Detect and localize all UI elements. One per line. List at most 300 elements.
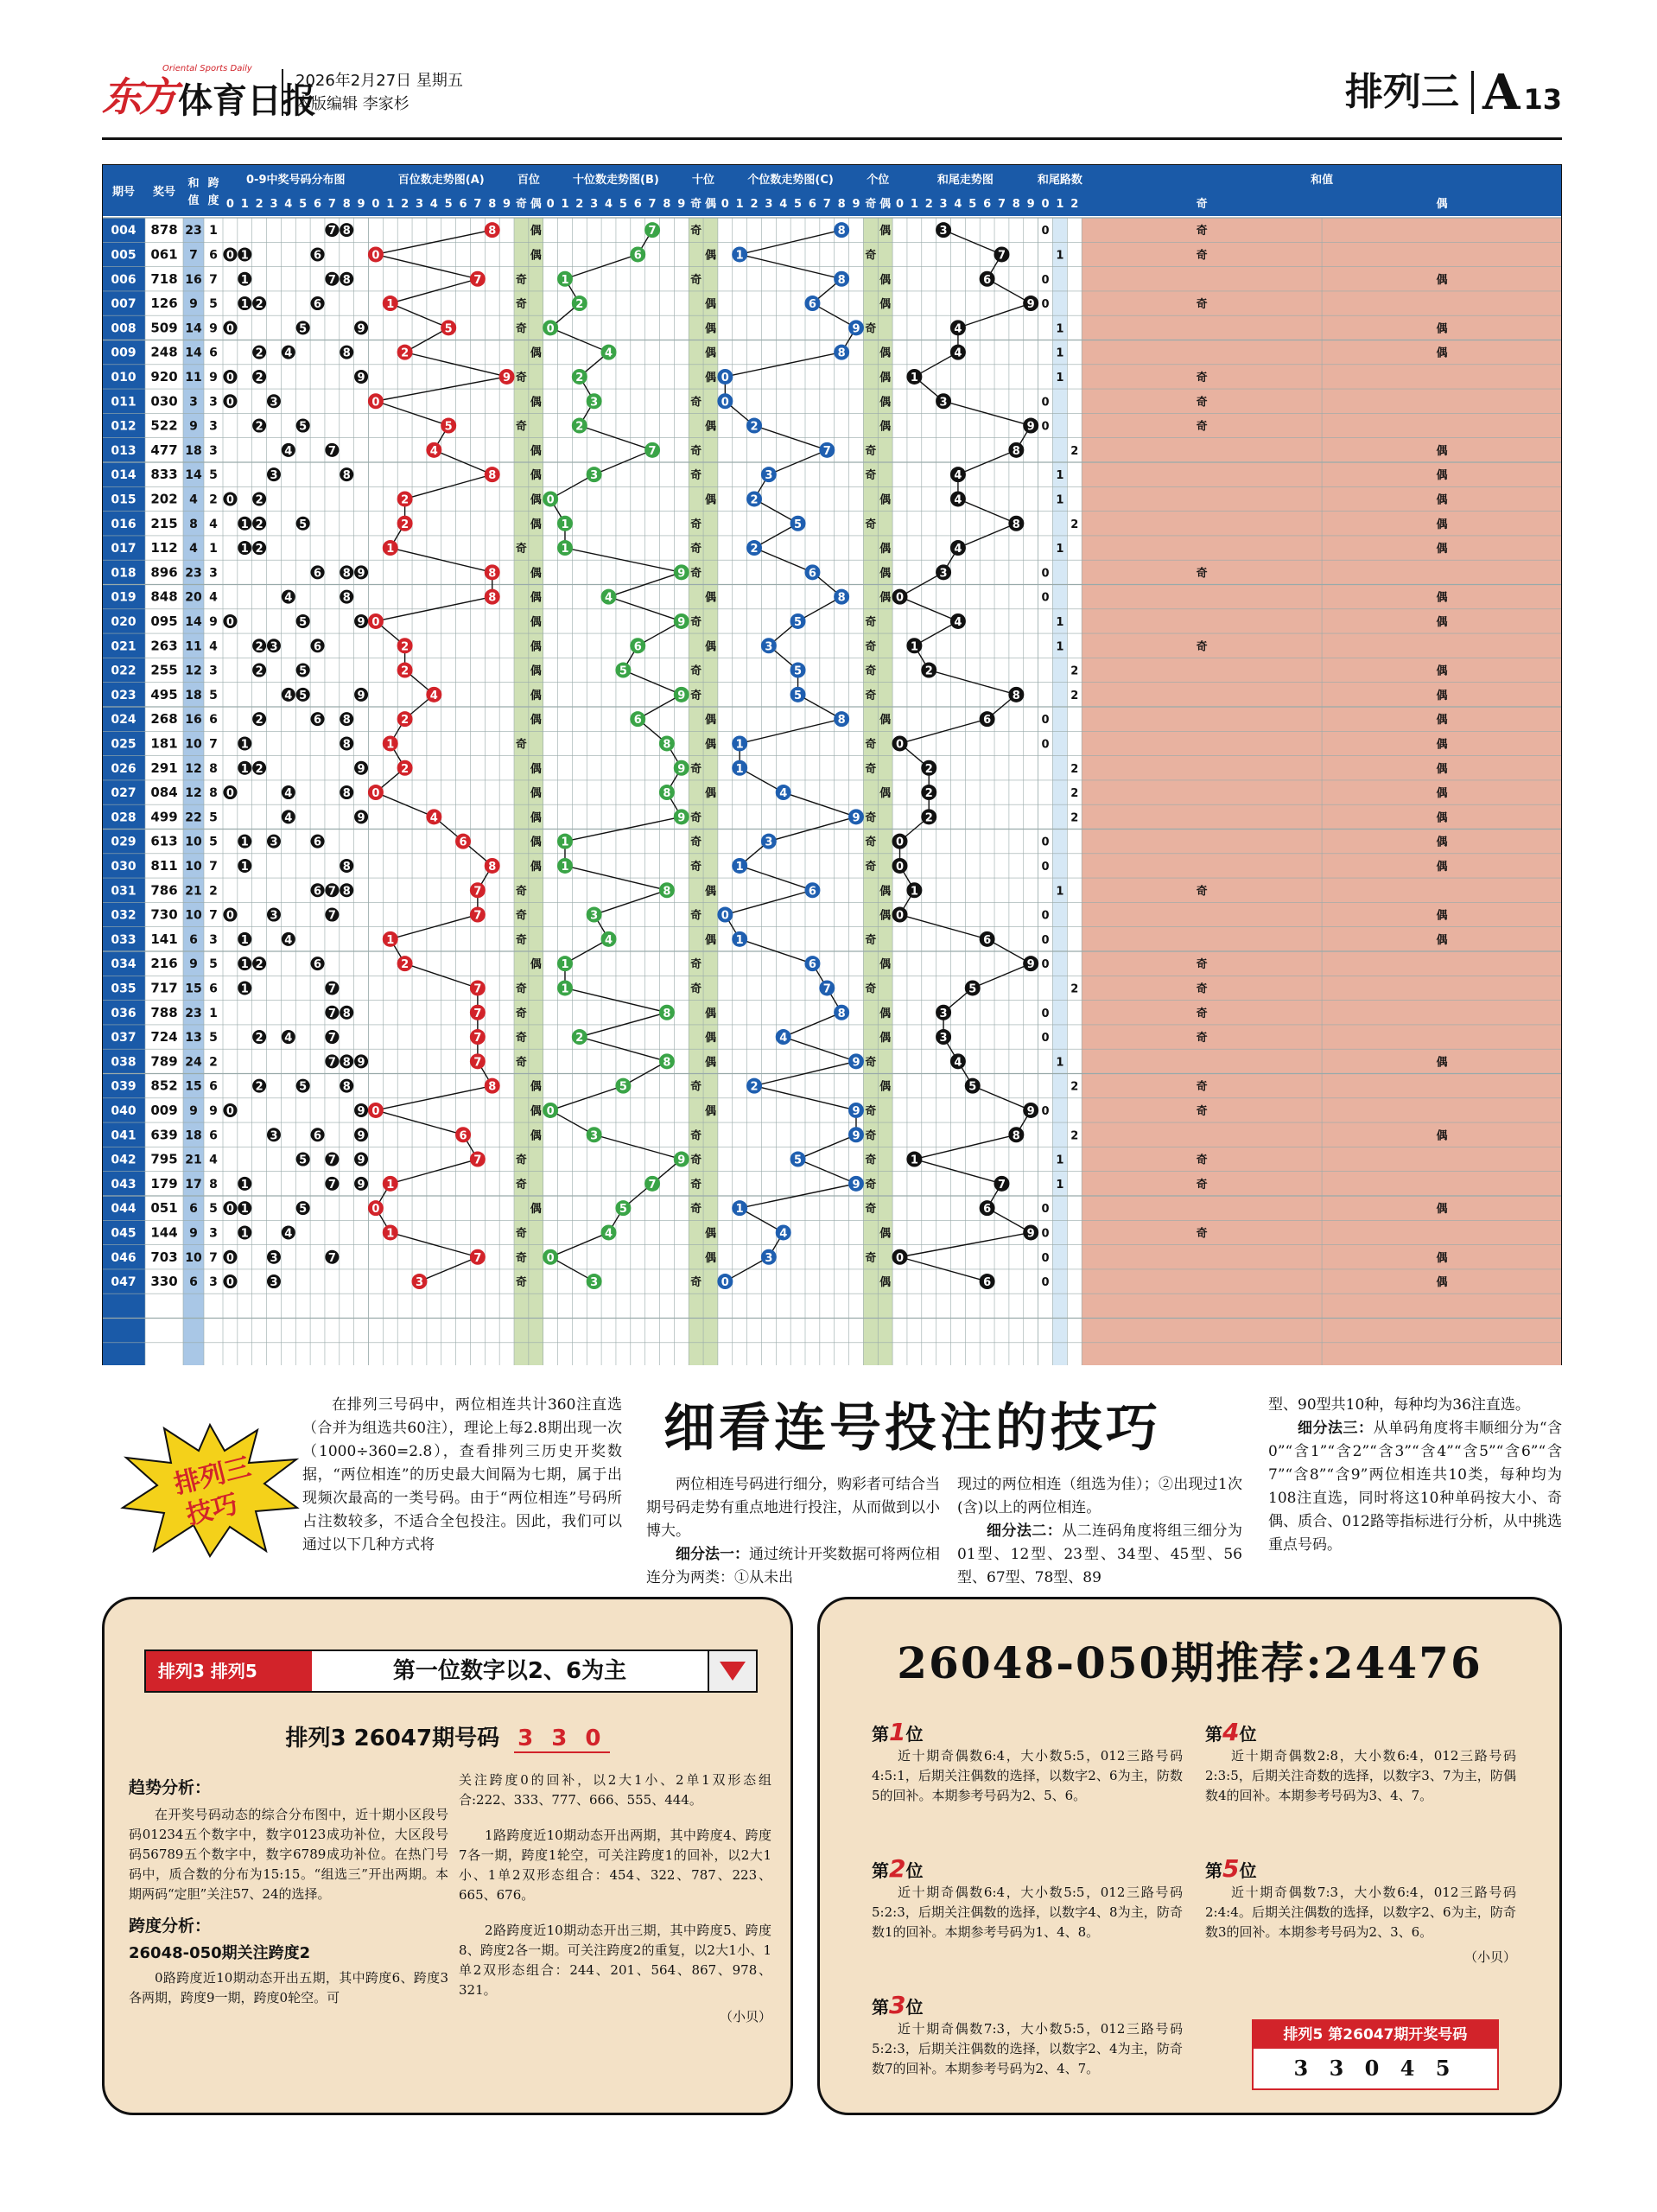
distribution-ball-digit: 4	[284, 1227, 293, 1241]
row-number: 095	[150, 613, 178, 629]
distribution-ball-digit: 6	[314, 836, 322, 849]
header-digit-tens: 3	[590, 198, 599, 211]
tail-ball-digit: 9	[1026, 958, 1035, 972]
distribution-ball-digit: 3	[270, 640, 278, 654]
row-number: 202	[150, 491, 178, 507]
tail-ball-digit: 7	[997, 1178, 1006, 1192]
row-span: 3	[209, 419, 218, 434]
distribution-ball-digit: 5	[299, 689, 308, 702]
tpar-mark: 偶	[704, 714, 716, 728]
units-ball-digit: 6	[808, 298, 816, 312]
badge-line2: 技巧	[183, 1489, 241, 1531]
row-number: 717	[150, 980, 178, 996]
distribution-ball-digit: 2	[255, 371, 263, 385]
hund-ball-digit: 8	[488, 1080, 497, 1094]
row-span: 2	[209, 1055, 218, 1070]
row-number: 788	[150, 1004, 178, 1020]
distribution-ball-digit: 2	[255, 493, 263, 507]
row-number: 215	[150, 515, 178, 531]
row-sum: 3	[189, 395, 198, 410]
row-span: 1	[209, 1006, 218, 1020]
header-digit-tens: 5	[619, 198, 627, 211]
tpar-mark: 偶	[704, 787, 716, 801]
distribution-ball-digit: 0	[225, 493, 234, 507]
section-label	[1345, 62, 1562, 123]
hund-ball-digit: 2	[401, 714, 409, 728]
distribution-ball-digit: 4	[284, 346, 293, 360]
upar-mark: 奇	[865, 689, 877, 702]
row-sum: 23	[185, 566, 202, 581]
sum-parity-mark: 偶	[1436, 836, 1448, 849]
hund-ball-digit: 1	[386, 933, 395, 947]
upar-mark: 奇	[865, 469, 877, 483]
tpar-mark: 奇	[690, 273, 702, 287]
distribution-ball-digit: 1	[240, 1227, 249, 1241]
distribution-ball-digit: 7	[327, 273, 336, 287]
tpar-mark: 偶	[704, 1056, 716, 1070]
upar-mark: 偶	[879, 420, 892, 434]
row-sum: 22	[185, 810, 202, 825]
hpar-mark: 奇	[515, 1056, 527, 1070]
distribution-ball-digit: 0	[225, 1276, 234, 1290]
tpar-mark: 奇	[690, 1203, 702, 1217]
sum-parity-mark: 偶	[1436, 787, 1448, 801]
route-mark: 0	[1041, 1104, 1050, 1118]
distribution-ball-digit: 3	[270, 1251, 278, 1265]
row-span: 8	[209, 786, 218, 801]
header-digit-tens: 0	[546, 198, 555, 211]
header-digit-dist: 8	[342, 198, 351, 211]
units-ball-digit: 3	[765, 1251, 773, 1265]
tens-ball-digit: 5	[619, 664, 627, 678]
tail-ball-digit: 3	[939, 396, 948, 410]
sum-parity-mark: 奇	[1196, 371, 1208, 385]
section-name: 排列三	[1345, 71, 1474, 114]
trend-chart-container	[102, 164, 1562, 1365]
hpar-mark: 偶	[530, 591, 542, 605]
hpar-mark: 偶	[530, 567, 542, 581]
tpar-mark: 偶	[704, 420, 716, 434]
tpar-mark: 偶	[704, 1227, 716, 1241]
row-sum: 14	[185, 614, 202, 629]
distribution-ball-digit: 0	[225, 396, 234, 410]
tail-ball-digit: 0	[896, 909, 905, 923]
distribution-ball-digit: 6	[314, 298, 322, 312]
row-number: 144	[150, 1224, 178, 1241]
header-tens-trend-top: 十位数走势图(B)	[573, 174, 659, 187]
span-two-text: 2路跨度近10期动态开出三期，其中跨度5、跨度8、跨度2各一期。可关注跨度2的重复，以2大1小、1单2双形态组合：244、201、564、867、978、321。	[459, 1923, 771, 1998]
row-sum: 18	[185, 1128, 202, 1143]
triangle-down-icon	[708, 1651, 756, 1691]
row-period: 007	[111, 297, 136, 312]
hpar-mark: 奇	[515, 1251, 527, 1265]
row-span: 3	[209, 932, 218, 947]
row-number: 330	[150, 1274, 178, 1290]
distribution-ball-digit: 9	[357, 1178, 365, 1192]
sum-parity-mark: 偶	[1436, 493, 1448, 507]
sum-parity-mark: 偶	[1436, 1203, 1448, 1217]
row-number: 181	[150, 735, 178, 752]
row-period: 043	[111, 1177, 136, 1192]
header-tail-trend-top: 和尾走势图	[936, 174, 994, 187]
hpar-mark: 奇	[515, 420, 527, 434]
row-sum: 15	[185, 1079, 202, 1094]
row-period: 005	[111, 248, 136, 263]
row-number: 255	[150, 662, 178, 678]
distribution-ball-digit: 1	[240, 982, 249, 996]
upar-mark: 偶	[879, 543, 892, 556]
route-mark: 0	[1041, 591, 1050, 605]
units-ball-digit: 8	[837, 273, 846, 287]
tpar-mark: 偶	[704, 249, 716, 263]
row-number: 848	[150, 588, 178, 605]
units-ball-digit: 1	[735, 249, 744, 263]
span-analysis-text: 0路跨度近10期动态开出五期，其中跨度6、跨度3各两期，跨度9一期，跨度0轮空。可	[129, 1970, 448, 2005]
row-period: 021	[111, 639, 136, 654]
units-ball-digit: 7	[822, 444, 831, 458]
row-period: 032	[111, 908, 136, 923]
route-mark: 0	[1041, 298, 1050, 312]
distribution-ball-digit: 0	[225, 1104, 234, 1118]
row-period: 045	[111, 1226, 136, 1241]
distribution-ball-digit: 6	[314, 958, 322, 972]
hpar-mark: 奇	[515, 298, 527, 312]
hpar-mark: 奇	[515, 1276, 527, 1290]
row-sum: 4	[189, 542, 198, 556]
units-ball-digit: 6	[808, 958, 816, 972]
page-editor: 本版编辑 李家杉	[295, 95, 409, 113]
tpar-mark: 偶	[704, 738, 716, 752]
route-mark: 2	[1070, 689, 1079, 702]
logo-black-text: 体育日报	[178, 80, 316, 121]
distribution-ball-digit: 5	[299, 420, 308, 434]
tpar-mark: 偶	[704, 1104, 716, 1118]
game-tag: 排列3 排列5	[146, 1651, 312, 1691]
hpar-mark: 奇	[515, 933, 527, 947]
row-span: 4	[209, 1153, 218, 1167]
position-3: 第3位 近十期奇偶数7:3，大小数5:5，012三路号码5:2:3，后期关注偶数的选择，以数字2、4为主，防奇数7的回补。本期参考号码为2、4、7。	[872, 1995, 1183, 2079]
upar-mark: 奇	[865, 640, 877, 654]
header-digit-units: 1	[735, 198, 744, 211]
route-mark: 0	[1041, 1251, 1050, 1265]
distribution-ball-digit: 4	[284, 591, 293, 605]
header-digit-tail: 4	[954, 198, 962, 211]
hpar-mark: 偶	[530, 1080, 542, 1094]
row-span: 6	[209, 248, 218, 263]
sum-parity-mark: 偶	[1436, 664, 1448, 678]
hund-ball-digit: 2	[401, 640, 409, 654]
tail-ball-digit: 3	[939, 1032, 948, 1046]
distribution-ball-digit: 0	[225, 249, 234, 263]
distribution-ball-digit: 1	[240, 860, 249, 874]
distribution-ball-digit: 2	[255, 714, 263, 728]
route-mark: 2	[1070, 787, 1079, 801]
tail-ball-digit: 9	[1026, 1104, 1035, 1118]
upar-mark: 偶	[879, 396, 892, 410]
row-number: 789	[150, 1053, 178, 1070]
route-column-bg	[1052, 218, 1067, 1365]
row-period: 044	[111, 1202, 136, 1217]
row-period: 004	[111, 224, 136, 238]
sum-parity-mark: 偶	[1436, 1276, 1448, 1290]
header-digit-units: 4	[779, 198, 788, 211]
span-one-text: 1路跨度近10期动态开出两期，其中跨度4、跨度7各一期，跨度1轮空，可关注跨度1的回补，以2大1小、1单2双形态组合：454、322、787、223、665、676。	[459, 1827, 771, 1903]
row-period: 020	[111, 614, 136, 629]
row-span: 3	[209, 395, 218, 410]
trend-analysis-text: 在开奖号码动态的综合分布图中，近十期小区段号码01234五个数字中，数字0123成功补位，大区段号码56789五个数字中，数字6789成功补位。在热门号码中，质合数的分布为15:15。“组选三”开出两期。本期两码“定胆”关注57、24的选择。	[129, 1807, 448, 1902]
route-mark: 0	[1041, 1203, 1050, 1217]
sum-parity-mark: 偶	[1436, 1251, 1448, 1265]
route-mark: 1	[1056, 469, 1064, 483]
header-digit-hund: 1	[386, 198, 395, 211]
tens-ball-digit: 0	[546, 322, 555, 336]
distribution-ball-digit: 8	[342, 860, 351, 874]
hund-ball-digit: 7	[473, 1032, 482, 1046]
tail-ball-digit: 1	[910, 885, 918, 899]
header-digit-units: 5	[794, 198, 803, 211]
tail-ball-digit: 4	[954, 322, 962, 336]
sum-parity-mark: 偶	[1436, 615, 1448, 629]
row-span: 7	[209, 272, 218, 287]
sum-parity-mark: 奇	[1196, 420, 1208, 434]
distribution-ball-digit: 8	[342, 738, 351, 752]
position-2: 第2位 近十期奇偶数6:4，大小数5:5，012三路号码5:2:3，后期关注偶数的选择，以数字4、8为主，防奇数1的回补。本期参考号码为1、4、8。	[872, 1859, 1183, 1942]
hpar-mark: 偶	[530, 249, 542, 263]
distribution-ball-digit: 2	[255, 640, 263, 654]
upar-mark: 偶	[879, 591, 892, 605]
header-odd: 奇	[515, 198, 527, 211]
row-number: 112	[150, 540, 178, 556]
last-draw	[105, 1720, 790, 1752]
tens-ball-digit: 5	[619, 1080, 627, 1094]
route-mark: 1	[1056, 493, 1064, 507]
last-draw-label: 排列3 26047期号码	[285, 1726, 500, 1751]
article-title: 细看连号投注的技巧	[663, 1398, 1161, 1459]
row-span: 4	[209, 639, 218, 654]
row-period: 029	[111, 835, 136, 849]
row-span: 9	[209, 321, 218, 336]
row-number: 878	[150, 222, 178, 238]
row-sum: 21	[185, 884, 202, 899]
row-span: 2	[209, 493, 218, 507]
tail-ball-digit: 9	[1026, 298, 1035, 312]
logo-red-text: 东方	[102, 73, 175, 120]
distribution-ball-digit: 1	[240, 1203, 249, 1217]
units-ball-digit: 2	[750, 543, 759, 556]
units-ball-digit: 1	[735, 933, 744, 947]
hpar-mark: 奇	[515, 1032, 527, 1046]
row-number: 811	[150, 857, 178, 874]
position-2-text: 近十期奇偶数6:4，大小数5:5，012三路号码5:2:3，后期关注偶数的选择，以数字4、8为主，防奇数1的回补。本期参考号码为1、4、8。	[872, 1885, 1183, 1940]
recommend-author: （小贝）	[1463, 1949, 1516, 1965]
header-digit-hund: 9	[503, 198, 511, 211]
tpar-mark: 奇	[690, 444, 702, 458]
tpar-mark: 奇	[690, 909, 702, 923]
method-two-text: 从二连码角度将组三细分为01型、12型、23型、34型、45型、56型、67型、78型、89	[957, 1522, 1242, 1586]
hund-ball-digit: 0	[371, 1104, 380, 1118]
tpar-mark: 奇	[690, 958, 702, 972]
header-span-top: 跨	[207, 177, 219, 190]
row-sum: 18	[185, 443, 202, 458]
tpar-mark: 奇	[690, 762, 702, 776]
distribution-ball-digit: 9	[357, 811, 365, 825]
row-number: 724	[150, 1029, 178, 1046]
row-number: 795	[150, 1151, 178, 1167]
position-4-text: 近十期奇偶数2:8，大小数6:4，012三路号码2:3:5，后期关注奇数的选择，以数字3、7为主，防偶数4的回补。本期参考号码为3、4、7。	[1205, 1748, 1516, 1803]
header-digit-hund: 8	[488, 198, 497, 211]
row-span: 8	[209, 1177, 218, 1192]
row-sum: 9	[189, 1103, 198, 1118]
distribution-ball-digit: 2	[255, 1080, 263, 1094]
row-sum: 23	[185, 1006, 202, 1020]
tpar-mark: 奇	[690, 543, 702, 556]
units-ball-digit: 2	[750, 420, 759, 434]
header-digit-tens: 7	[648, 198, 657, 211]
sum-parity-mark: 奇	[1196, 640, 1208, 654]
distribution-ball-digit: 1	[240, 933, 249, 947]
upar-mark: 奇	[865, 1178, 877, 1192]
tens-ball-digit: 9	[677, 762, 686, 776]
tail-ball-digit: 5	[968, 982, 977, 996]
sum-parity-mark: 奇	[1196, 1154, 1208, 1167]
units-ball-digit: 0	[721, 909, 729, 923]
units-ball-digit: 5	[794, 518, 803, 531]
distribution-ball-digit: 1	[240, 958, 249, 972]
tens-ball-digit: 0	[546, 1251, 555, 1265]
row-span: 5	[209, 468, 218, 483]
tens-ball-digit: 3	[590, 1276, 599, 1290]
sum-parity-mark: 偶	[1436, 469, 1448, 483]
upar-mark: 奇	[865, 982, 877, 996]
row-span: 2	[209, 884, 218, 899]
article-col-3	[957, 1473, 1242, 1590]
distribution-ball-digit: 1	[240, 738, 249, 752]
analysis-banner	[144, 1649, 758, 1693]
hpar-mark: 偶	[530, 664, 542, 678]
row-span: 7	[209, 737, 218, 752]
row-span: 5	[209, 688, 218, 702]
distribution-ball-digit: 8	[342, 714, 351, 728]
route-mark: 1	[1056, 1154, 1064, 1167]
route-mark: 0	[1041, 909, 1050, 923]
header-digit-hund: 3	[415, 198, 423, 211]
distribution-ball-digit: 7	[327, 885, 336, 899]
header-tail-route-top: 和尾路数	[1037, 174, 1082, 187]
distribution-ball-digit: 6	[314, 714, 322, 728]
row-period: 039	[111, 1079, 136, 1094]
row-sum: 14	[185, 468, 202, 483]
row-span: 6	[209, 982, 218, 996]
row-number: 141	[150, 931, 178, 947]
route-mark: 1	[1056, 543, 1064, 556]
hpar-mark: 偶	[530, 225, 542, 238]
hpar-mark: 偶	[530, 444, 542, 458]
header-sp-even: 偶	[1436, 198, 1448, 211]
header-sp-odd: 奇	[1196, 198, 1208, 211]
upar-mark: 奇	[865, 1056, 877, 1070]
row-number: 030	[150, 393, 178, 410]
tail-ball-digit: 2	[924, 787, 933, 801]
units-ball-digit: 9	[852, 322, 860, 336]
upar-mark: 奇	[865, 322, 877, 336]
position-4: 第4位 近十期奇偶数2:8，大小数6:4，012三路号码2:3:5，后期关注奇数的选择，以数字3、7为主，防偶数4的回补。本期参考号码为3、4、7。	[1205, 1722, 1516, 1806]
header-digit-hund: 2	[401, 198, 409, 211]
recommend-title: 26048-050期推荐:24476	[897, 1637, 1482, 1688]
hpar-mark: 偶	[530, 860, 542, 874]
row-period: 027	[111, 786, 136, 801]
tail-ball-digit: 8	[1012, 518, 1020, 531]
row-sum: 10	[185, 737, 202, 752]
distribution-ball-digit: 7	[327, 1056, 336, 1070]
hund-ball-digit: 0	[371, 615, 380, 629]
header-digit-tens: 4	[605, 198, 613, 211]
tail-ball-digit: 2	[924, 762, 933, 776]
row-span: 9	[209, 1103, 218, 1118]
row-number: 248	[150, 344, 178, 360]
row-sum: 13	[185, 1031, 202, 1046]
upar-mark: 偶	[879, 958, 892, 972]
row-number: 730	[150, 906, 178, 923]
distribution-ball-digit: 7	[327, 1154, 336, 1167]
header-odd: 奇	[690, 198, 702, 211]
distribution-ball-digit: 5	[299, 322, 308, 336]
row-span: 7	[209, 908, 218, 923]
row-number: 216	[150, 956, 178, 972]
distribution-ball-digit: 7	[327, 982, 336, 996]
distribution-ball-digit: 9	[357, 615, 365, 629]
route-mark: 2	[1070, 762, 1079, 776]
header-even: 偶	[879, 198, 892, 211]
tens-ball-digit: 1	[561, 543, 569, 556]
row-span: 3	[209, 443, 218, 458]
hund-ball-digit: 9	[503, 371, 511, 385]
distribution-ball-digit: 8	[342, 1056, 351, 1070]
tpar-mark: 偶	[704, 591, 716, 605]
tpar-mark: 偶	[704, 371, 716, 385]
distribution-ball-digit: 9	[357, 567, 365, 581]
tens-ball-digit: 6	[633, 640, 642, 654]
tens-ball-digit: 1	[561, 273, 569, 287]
tail-ball-digit: 3	[939, 1007, 948, 1020]
header-digit-units: 8	[837, 198, 846, 211]
header-digit-tail: 7	[997, 198, 1006, 211]
route-mark: 0	[1041, 273, 1050, 287]
tail-ball-digit: 1	[910, 640, 918, 654]
hund-ball-digit: 8	[488, 860, 497, 874]
header-digit-tail: 1	[910, 198, 918, 211]
distribution-ball-digit: 1	[240, 518, 249, 531]
header-digit-dist: 0	[225, 198, 234, 211]
sum-parity-mark: 偶	[1436, 518, 1448, 531]
row-sum: 24	[185, 1055, 202, 1070]
tens-ball-digit: 8	[663, 787, 671, 801]
row-sum: 16	[185, 272, 202, 287]
hpar-mark: 偶	[530, 811, 542, 825]
distribution-ball-digit: 4	[284, 933, 293, 947]
units-ball-digit: 0	[721, 371, 729, 385]
header-digit-tens: 2	[575, 198, 584, 211]
row-period: 028	[111, 810, 136, 825]
row-sum: 14	[185, 321, 202, 336]
header-span2-top: 度	[207, 194, 219, 207]
hund-ball-digit: 1	[386, 298, 395, 312]
masthead	[102, 60, 1562, 140]
row-sum: 18	[185, 688, 202, 702]
row-number: 718	[150, 270, 178, 287]
tens-ball-digit: 8	[663, 738, 671, 752]
units-ball-digit: 4	[779, 1032, 788, 1046]
row-span: 3	[209, 664, 218, 678]
